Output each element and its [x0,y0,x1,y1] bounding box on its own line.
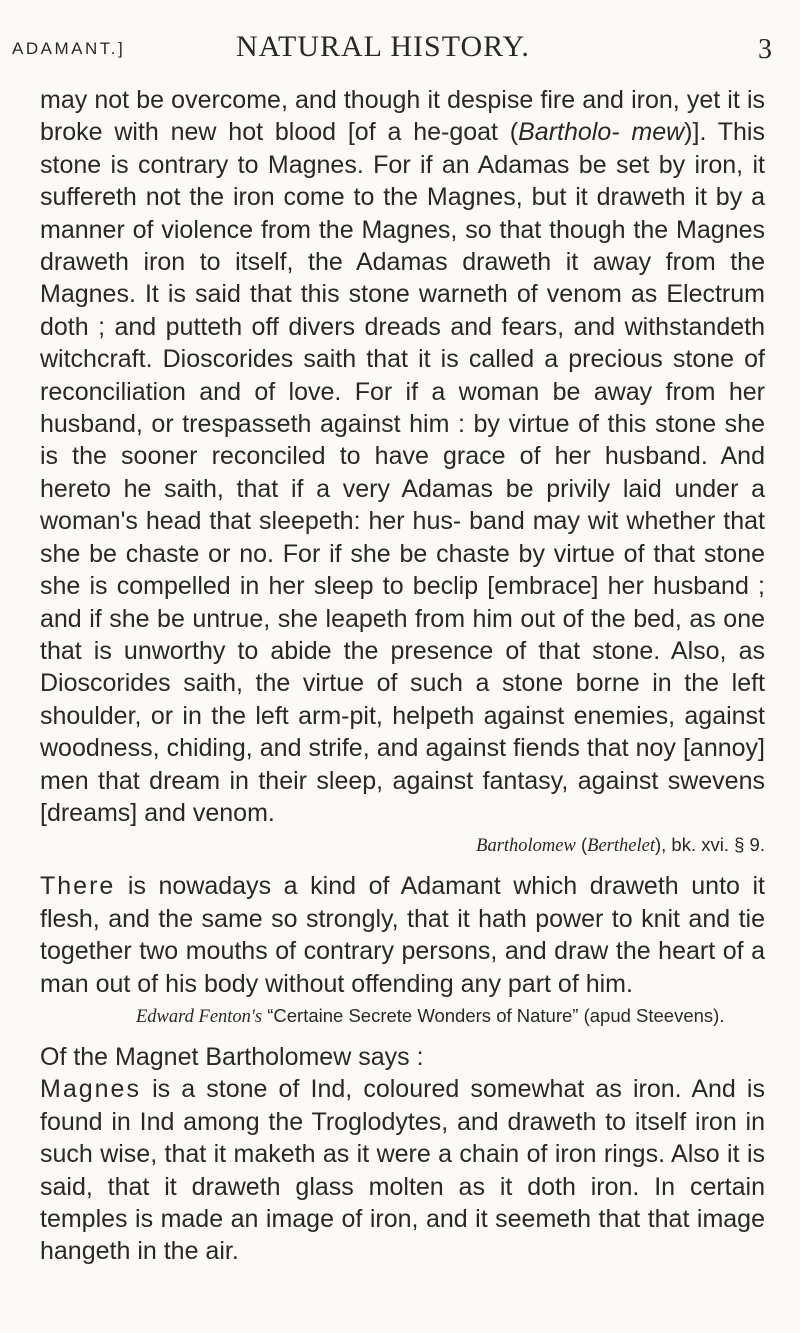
citation-author: Bartholomew [476,836,576,857]
page-title: NATURAL HISTORY. [236,30,530,63]
magnet-intro: Of the Magnet Bartholomew says : [40,1042,424,1071]
citation-fenton [40,1004,765,1029]
citation-ref: “Certaine Secrete Wonders of Nature” (apud Steevens). [262,1004,725,1026]
paragraph-adamant [40,870,765,1000]
lead-word: There [40,872,116,901]
paragraph-text: may not be overcome, and though it despise fire and iron, yet it is broke with new hot blood [of a he-goat ( [40,86,765,147]
lead-word: Magnes [40,1075,141,1104]
paragraph-text: is nowadays a kind of Adamant which draweth unto it flesh, and the same so strongly, that it hath power to knit and tie together two mouths of contrary persons, and draw the heart of a man out of his body without offending any part of him. [40,872,765,998]
page-body [40,84,765,1268]
paragraph-magnes [40,1073,765,1267]
citation-edition: Berthelet [587,836,655,857]
citation-author: Edward Fenton's [136,1006,263,1027]
paragraph-adamas [40,84,765,829]
citation-ref: ), bk. xvi. § 9. [654,834,765,856]
section-label: ADAMANT.] [12,39,126,58]
running-header [12,30,782,70]
page-number: 3 [758,34,772,65]
paragraph-text: is a stone of Ind, coloured somewhat as iron. And is found in Ind among the Troglodytes, and draweth to itself iron in such wise, that it maketh as it were a chain of iron rings. Also it is said, that it draweth glass molten as it doth iron. In certain temples is made an image of iron, and it seemeth that that image hangeth in the air. [40,1075,765,1266]
italic-author: Bartholo- mew [518,118,685,147]
paragraph-text: )]. This stone is contrary to Magnes. For if an Adamas be set by iron, it suffereth not the iron come to the Magnes, but it draweth it by a manner of violence from the Magnes, so that though the Magnes draweth iron to itself, the Adamas draweth it away from the Magnes. It is said that this stone warneth of venom as Electrum doth ; and putteth off divers dreads and fears, and withstandeth witchcraft. Dioscorides saith that it is called a precious stone of reconciliation and of love. For if a woman be away from her husband, or trespasseth against him : by virtue of this stone she is the sooner reconciled to have grace of her husband. And hereto he saith, that if a very Adamas be privily laid under a woman's head that sleepeth: her hus- band may wit whether that she be chaste or no. For if she be chaste by virtue of that stone she is compelled in her sleep to beclip [embrace] her husband ; and if she be untrue, she leapeth from him out of the bed, as one that is unworthy to abide the presence of that stone. Also, as Dioscorides saith, the virtue of such a stone borne in the left shoulder, or in the left arm-pit, helpeth against enemies, against woodness, chiding, and strife, and against fiends that noy [annoy] men that dream in their sleep, against fantasy, against swevens [dreams] and venom. [40,118,765,827]
citation-bartholomew: Bartholomew (Berthelet), bk. xvi. § 9. [476,834,765,857]
